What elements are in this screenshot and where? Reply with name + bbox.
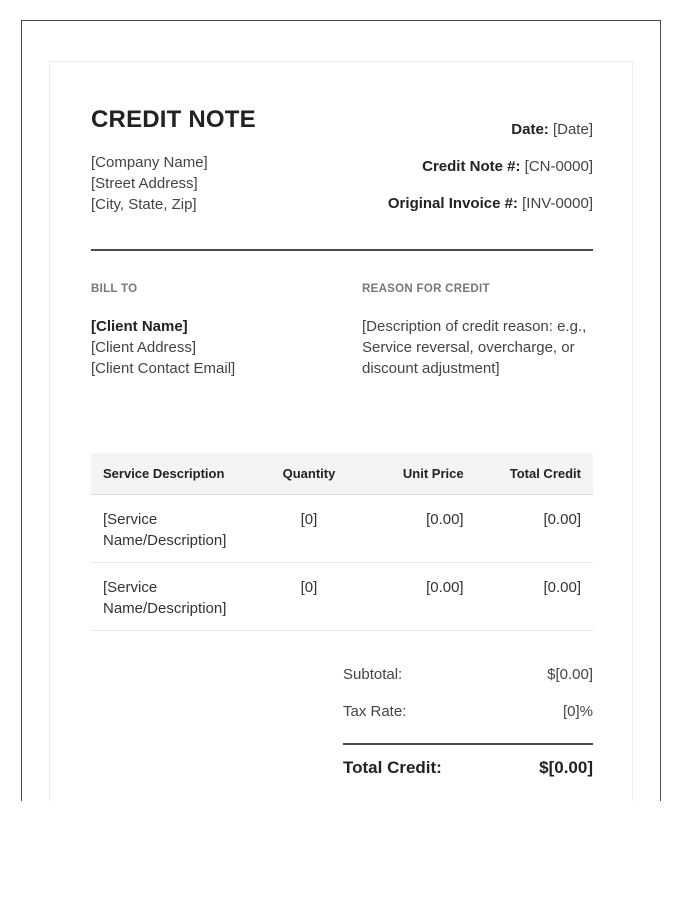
original-invoice-value: [INV-0000] <box>522 195 593 212</box>
row-quantity: [0] <box>256 494 362 562</box>
credit-note-page <box>49 61 633 801</box>
total-credit-label: Total Credit: <box>343 758 442 777</box>
company-name: [Company Name] <box>91 154 208 171</box>
date-value: [Date] <box>552 121 593 138</box>
total-credit-value: $[0.00] <box>539 758 593 777</box>
company-city: [City, State, Zip] <box>91 196 197 213</box>
line-items-table <box>91 453 593 631</box>
row-unit-price: [0.00] <box>362 562 476 630</box>
row-total-credit: [0.00] <box>476 562 593 630</box>
table-header-row <box>91 453 593 494</box>
tax-rate-row <box>343 703 593 740</box>
header-quantity: Quantity <box>256 453 362 494</box>
client-info <box>91 316 235 379</box>
credit-note-number-label: Credit Note #: <box>422 158 521 175</box>
subtotal-label: Subtotal: <box>343 666 403 683</box>
credit-note-number-row <box>388 158 593 195</box>
header-divider <box>91 249 593 251</box>
original-invoice-row <box>388 195 593 232</box>
table-row <box>91 494 593 562</box>
table-row <box>91 562 593 630</box>
original-invoice-label: Original Invoice #: <box>387 195 518 212</box>
document-title: CREDIT NOTE <box>91 106 256 133</box>
client-address: [Client Address] <box>91 339 197 356</box>
reason-label: REASON FOR CREDIT <box>362 283 490 295</box>
subtotal-row <box>343 666 593 703</box>
header-total-credit: Total Credit <box>476 453 593 494</box>
row-quantity: [0] <box>256 562 362 630</box>
row-service-description: [Service Name/Description] <box>91 494 256 562</box>
document-meta <box>388 121 593 232</box>
company-street: [Street Address] <box>91 175 198 192</box>
bill-to-label: BILL TO <box>91 283 138 295</box>
date-row <box>388 121 593 158</box>
tax-rate-value: [0]% <box>562 703 593 720</box>
tax-rate-label: Tax Rate: <box>343 703 407 720</box>
client-name: [Client Name] <box>91 318 188 335</box>
subtotal-value: $[0.00] <box>547 666 593 683</box>
totals-divider <box>343 743 593 745</box>
row-unit-price: [0.00] <box>362 494 476 562</box>
row-service-description: [Service Name/Description] <box>91 562 256 630</box>
company-info <box>91 152 208 215</box>
date-label: Date: <box>511 121 549 138</box>
reason-text: [Description of credit reason: e.g., Service reversal, overcharge, or discount adjustment] <box>362 318 587 377</box>
totals-section <box>343 666 593 777</box>
header-service-description: Service Description <box>91 453 256 494</box>
credit-note-number-value: [CN-0000] <box>524 158 593 175</box>
client-email: [Client Contact Email] <box>91 360 236 377</box>
row-total-credit: [0.00] <box>476 494 593 562</box>
header-unit-price: Unit Price <box>362 453 476 494</box>
